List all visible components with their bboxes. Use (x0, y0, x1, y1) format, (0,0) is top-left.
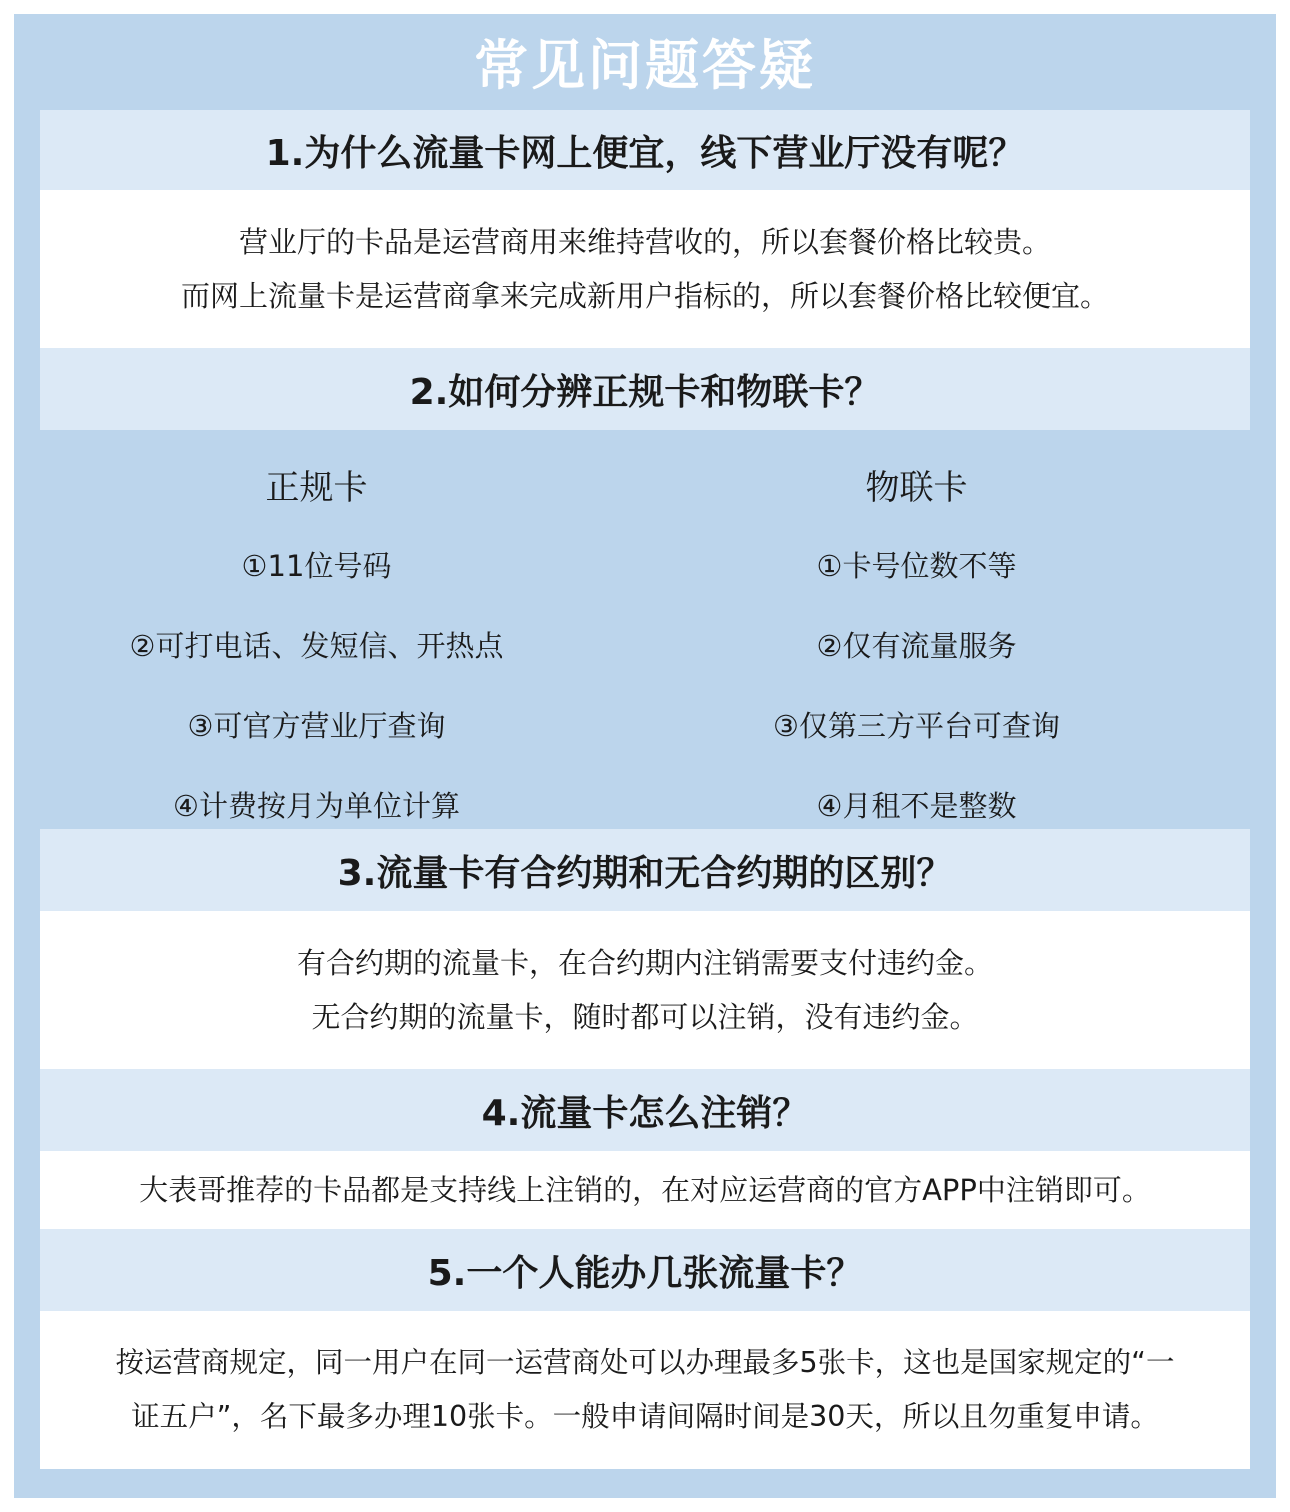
regular-card-column (14, 430, 619, 830)
answer-1-line-2: 而网上流量卡是运营商拿来完成新用户指标的，所以套餐价格比较便宜。 (180, 279, 1109, 313)
regular-card-item: ③可官方营业厅查询 (187, 709, 446, 743)
faq-panel (14, 14, 1276, 1498)
iot-card-item: ③仅第三方平台可查询 (773, 709, 1060, 743)
regular-card-item: ④计费按月为单位计算 (173, 789, 460, 823)
question-4: 4.流量卡怎么注销？ (40, 1069, 1250, 1151)
iot-card-item: ②仅有流量服务 (816, 629, 1017, 663)
regular-card-item: ①11位号码 (241, 549, 392, 583)
answer-3-line-2: 无合约期的流量卡，随时都可以注销，没有违约金。 (311, 1000, 979, 1034)
iot-card-item: ④月租不是整数 (816, 789, 1017, 823)
answer-4 (40, 1151, 1250, 1229)
page-title: 常见问题答疑 (474, 34, 816, 97)
answer-3 (40, 911, 1250, 1069)
answer-1 (40, 190, 1250, 348)
iot-card-item: ①卡号位数不等 (816, 549, 1017, 583)
answer-5-line-1: 按运营商规定，同一用户在同一运营商处可以办理最多5张卡，这也是国家规定的“一 (115, 1346, 1175, 1379)
question-5: 5.一个人能办几张流量卡？ (40, 1229, 1250, 1311)
answer-5-line-2: 证五户”，名下最多办理10张卡。一般申请间隔时间是30天，所以且勿重复申请。 (131, 1400, 1159, 1433)
question-3: 3.流量卡有合约期和无合约期的区别？ (40, 829, 1250, 911)
answer-5 (40, 1311, 1250, 1469)
answer-4-line-1: 大表哥推荐的卡品都是支持线上注销的，在对应运营商的官方APP中注销即可。 (139, 1173, 1151, 1207)
question-2: 2.如何分辨正规卡和物联卡？ (40, 348, 1250, 430)
question-1: 1.为什么流量卡网上便宜，线下营业厅没有呢？ (40, 110, 1250, 190)
regular-card-item: ②可打电话、发短信、开热点 (129, 629, 504, 663)
iot-card-column (614, 430, 1219, 830)
iot-card-heading: 物联卡 (865, 468, 968, 508)
answer-1-line-1: 营业厅的卡品是运营商用来维持营收的，所以套餐价格比较贵。 (238, 225, 1051, 259)
answer-3-line-1: 有合约期的流量卡，在合约期内注销需要支付违约金。 (296, 946, 993, 980)
regular-card-heading: 正规卡 (265, 468, 368, 508)
